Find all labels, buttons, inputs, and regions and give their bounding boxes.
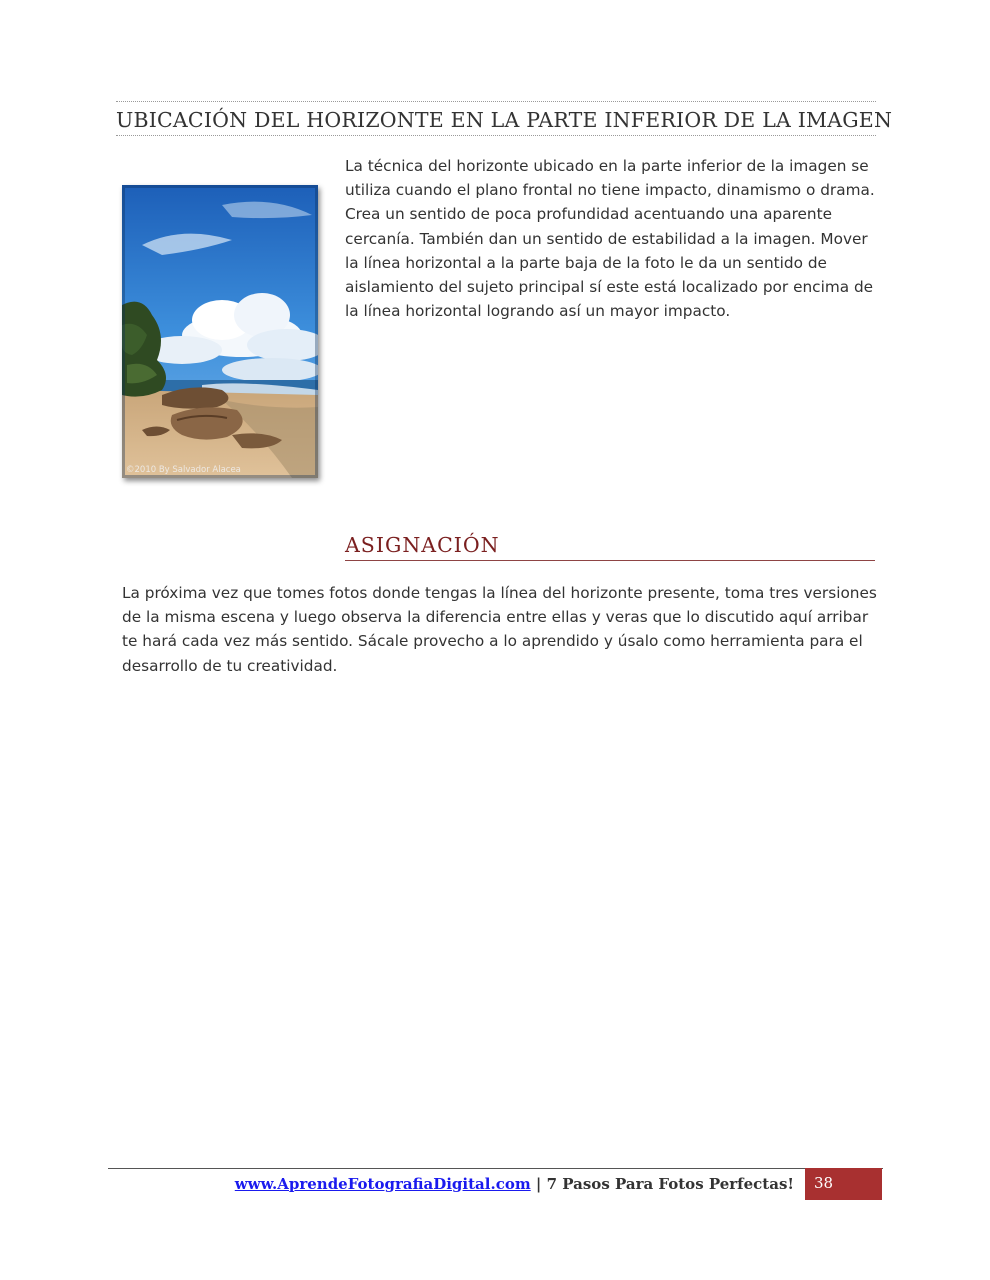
photo-watermark: ©2010 By Salvador Alacea bbox=[126, 465, 241, 475]
footer-separator: | bbox=[530, 1175, 547, 1193]
footer-divider bbox=[108, 1168, 883, 1169]
section-heading: UBICACIÓN DEL HORIZONTE EN LA PARTE INFERIOR DE LA IMAGEN bbox=[116, 101, 876, 136]
assignment-paragraph: La próxima vez que tomes fotos donde tengas la línea del horizonte presente, toma tres versiones de la misma escena y luego observa la diferencia entre ellas y veras que lo discutido aquí arribar te hará cada vez más sentido. Sácale provecho a lo aprendido y úsalo como herramienta para el desarrollo de tu creatividad. bbox=[122, 584, 877, 675]
page-number: 38 bbox=[805, 1168, 882, 1200]
assignment-heading: ASIGNACIÓN bbox=[345, 531, 875, 561]
footer bbox=[235, 1175, 794, 1193]
beach-photo bbox=[122, 185, 318, 478]
footer-title: 7 Pasos Para Fotos Perfectas! bbox=[546, 1175, 794, 1193]
footer-website-link[interactable]: www.AprendeFotografiaDigital.com bbox=[234, 1175, 531, 1193]
section-paragraph: La técnica del horizonte ubicado en la parte inferior de la imagen se utiliza cuando el plano frontal no tiene impacto, dinamismo o drama. Crea un sentido de poca profundidad acentuando una aparente cercanía. También dan un sentido de estabilidad a la imagen. Mover la línea horizontal a la parte baja de la foto le da un sentido de aislamiento del sujeto principal sí este está localizado por encima de la línea horizontal logrando así un mayor impacto. bbox=[345, 157, 875, 321]
